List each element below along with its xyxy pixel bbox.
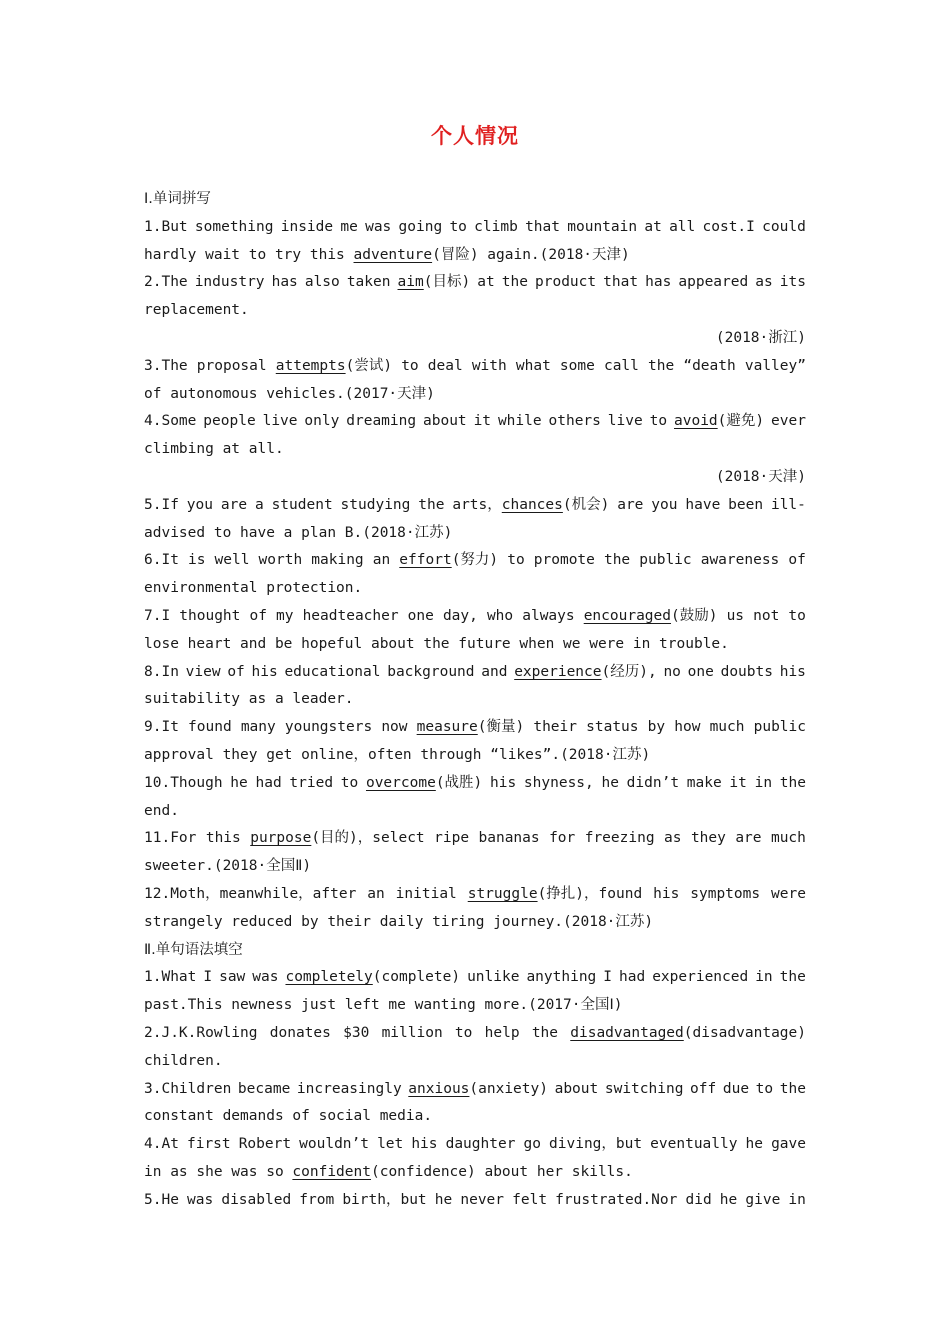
section-heading: Ⅱ.单句语法填空 (144, 941, 243, 958)
word: symptoms (690, 885, 761, 902)
word: never (460, 1191, 505, 1208)
word: tried (289, 774, 334, 791)
exercise-line (144, 575, 806, 603)
word: some (559, 357, 595, 374)
exercise-line (144, 1020, 806, 1048)
word: eventually (650, 1136, 738, 1153)
word: the (648, 357, 675, 374)
word: you (651, 496, 678, 513)
word: live (607, 413, 643, 430)
word: he (719, 1191, 738, 1208)
word: that (525, 218, 560, 235)
exercise-line (144, 853, 806, 881)
word: studying (340, 496, 411, 513)
answer-word-group: in (788, 1191, 806, 1208)
word: the (418, 496, 445, 513)
word: 10.Though (144, 774, 223, 791)
word: to (449, 218, 467, 235)
word: 1.What (144, 969, 197, 986)
word: also (304, 274, 340, 291)
word: public (753, 719, 806, 736)
word: from (299, 1191, 335, 1208)
exercise-line (144, 909, 806, 937)
word: product (535, 274, 597, 291)
word: disabled (221, 1191, 292, 1208)
word: $30 (343, 1024, 370, 1041)
exercise-line (144, 269, 806, 297)
word: youngsters (284, 719, 373, 736)
exercise-line (144, 1103, 806, 1131)
word: awareness (700, 552, 780, 569)
word: daughter (445, 1136, 516, 1153)
line-text: (冒险) again.(2018·天津) (432, 246, 630, 263)
word: at (477, 274, 495, 291)
exercise-line (144, 297, 806, 325)
answer-blank: effort (399, 552, 452, 569)
word: status (586, 719, 639, 736)
exercise-line (144, 408, 806, 436)
word: 7.I (144, 607, 171, 624)
word: a (254, 496, 264, 513)
exercise-line (144, 242, 806, 270)
exercise-line (144, 1159, 806, 1187)
line-text: constant demands of social media. (144, 1108, 433, 1125)
word: 4.At (144, 1136, 179, 1153)
word: in (755, 969, 773, 986)
word: has (271, 274, 298, 291)
word: day, (442, 607, 478, 624)
word: unlike (467, 969, 520, 986)
word: was (187, 1191, 214, 1208)
exercise-line (144, 547, 806, 575)
exercise-line (144, 436, 806, 464)
source-note: (2018·浙江) (715, 329, 806, 346)
word: birth，but (342, 1191, 427, 1208)
word: 8.In (144, 663, 179, 680)
word: been (728, 496, 764, 513)
answer-blank: chances (501, 496, 563, 513)
word: he (745, 1136, 764, 1153)
exercise-line (144, 742, 806, 770)
line-text: sweeter.(2018·全国Ⅱ) (144, 858, 312, 875)
word: with (471, 357, 507, 374)
document-body (144, 186, 806, 1214)
word: give (745, 1191, 781, 1208)
word: “death (683, 357, 736, 374)
word: is (188, 552, 206, 569)
word: proposal (196, 357, 267, 374)
word: go (523, 1136, 541, 1153)
word: deal (427, 357, 463, 374)
word: 2.J.K.Rowling (144, 1024, 258, 1041)
exercise-line (144, 214, 806, 242)
word: are (220, 496, 248, 513)
word: his (653, 885, 680, 902)
word: found (188, 719, 232, 736)
word: initial (395, 885, 457, 902)
answer-blank: anxious (408, 1080, 470, 1097)
word: he (230, 774, 248, 791)
exercise-line (144, 353, 806, 381)
word: by (647, 719, 666, 736)
word: donates (269, 1024, 331, 1041)
word: his (251, 663, 278, 680)
exercise-line (144, 992, 806, 1020)
word: cost.I (702, 218, 755, 235)
word: were (771, 885, 806, 902)
exercise-line (144, 714, 806, 742)
exercise-line (144, 1048, 806, 1076)
word: background (387, 663, 475, 680)
word: are (735, 830, 762, 847)
word: Robert (238, 1136, 292, 1153)
word: the (531, 1024, 559, 1041)
exercise-line (144, 1076, 806, 1104)
word: climb (474, 218, 518, 235)
line-text: (confidence) about her skills. (370, 1163, 633, 1180)
line-text: past.This newness just left me wanting more.(2017·全国Ⅰ) (144, 997, 623, 1014)
word: you (186, 496, 213, 513)
answer-word-group: arts，chances(机会) (452, 496, 610, 513)
word: many (240, 719, 276, 736)
word: 11.For (144, 830, 197, 847)
exercise-line (144, 492, 806, 520)
word: are (617, 496, 644, 513)
line-text: end. (144, 802, 179, 819)
word: of (227, 663, 245, 680)
word: anything (526, 969, 597, 986)
answer-word-group: could (762, 218, 806, 235)
word: promote (533, 552, 595, 569)
word: I (203, 969, 213, 986)
word: much (770, 830, 806, 847)
line-text: replacement. (144, 302, 249, 319)
answer-word-group: purpose(目的)，select (250, 830, 425, 847)
line-text: environmental protection. (144, 580, 363, 597)
word: his (779, 663, 806, 680)
word: the (603, 552, 631, 569)
word: valley” (744, 357, 806, 374)
word: view (185, 663, 221, 680)
word: was (365, 218, 392, 235)
word: to (340, 774, 359, 791)
exercise-line (144, 631, 806, 659)
word: had (255, 774, 282, 791)
exercise-line (144, 520, 806, 548)
line-text: lose heart and be hopeful about the future when we were in trouble. (144, 635, 729, 652)
word: increasingly (296, 1080, 402, 1097)
answer-word-group: effort(努力) (399, 552, 499, 569)
exercise-line (144, 603, 806, 631)
answer-word-group: overcome(战胜) (365, 774, 483, 791)
answer-word-group: anxious(anxiety) (408, 1080, 548, 1097)
answer-word-group: aim(目标) (397, 274, 471, 291)
exercise-line (144, 964, 806, 992)
word: had (619, 969, 646, 986)
word: experienced (652, 969, 749, 986)
answer-blank: attempts (275, 357, 346, 374)
line-text: of autonomous vehicles.(2017·天津) (144, 385, 435, 402)
word: to (507, 552, 525, 569)
word: public (639, 552, 692, 569)
word: 3.The (144, 357, 188, 374)
word: industry (194, 274, 265, 291)
answer-word-group: attempts(尝试) (275, 357, 393, 374)
answer-word-group: experience(经历), (514, 663, 657, 680)
word: didn’t (626, 774, 680, 791)
line-text: hardly wait to try this (144, 246, 354, 263)
word: to (788, 607, 806, 624)
exercise-line (144, 770, 806, 798)
word: headteacher (302, 607, 399, 624)
word: 12.Moth，meanwhile，after (144, 885, 357, 902)
word: million (381, 1024, 443, 1041)
word: who (486, 607, 514, 624)
line-text: in as she was so (144, 1163, 293, 1180)
word: off (690, 1080, 717, 1097)
word: was (252, 969, 279, 986)
word: their (533, 719, 577, 736)
word: to (454, 1024, 473, 1041)
word: student (271, 496, 333, 513)
word: felt (512, 1191, 548, 1208)
word: make (686, 774, 722, 791)
exercise-line (144, 825, 806, 853)
source-note: (2018·天津) (715, 468, 806, 485)
answer-word-group: struggle(挣扎)，found (467, 885, 643, 902)
word: the (779, 774, 806, 791)
word: worth (258, 552, 303, 569)
word: frustrated.Nor (555, 1191, 678, 1208)
word: ever (771, 413, 806, 430)
answer-blank: overcome (365, 774, 436, 791)
word: 9.It (144, 719, 179, 736)
section-heading: Ⅰ.单词拼写 (144, 191, 211, 207)
word: live (262, 413, 298, 430)
word: it (729, 774, 747, 791)
word: for (549, 830, 576, 847)
word: to (401, 357, 419, 374)
word: saw (219, 969, 246, 986)
word: the (779, 1080, 806, 1097)
word: doubts (720, 663, 773, 680)
answer-word-group: completely(complete) (285, 969, 461, 986)
word: to (755, 1080, 774, 1097)
exercise-line (144, 1131, 806, 1159)
word: only (304, 413, 340, 430)
word: I (603, 969, 613, 986)
word: the (501, 274, 528, 291)
word: his (411, 1136, 438, 1153)
word: 4.Some (144, 413, 197, 430)
word: well (214, 552, 250, 569)
word: shyness, (523, 774, 594, 791)
word: his (490, 774, 517, 791)
word: call (603, 357, 639, 374)
exercise-line (144, 1187, 806, 1215)
line-text: children. (144, 1052, 223, 1069)
word: as (664, 830, 682, 847)
line-text: suitability as a leader. (144, 691, 354, 708)
answer-blank: aim (397, 274, 424, 291)
word: as (755, 274, 773, 291)
word: did (685, 1191, 712, 1208)
answer-word-group: measure(衡量) (416, 719, 525, 736)
answer-blank: struggle (467, 885, 538, 902)
word: 1.But (144, 218, 188, 235)
word: me (340, 218, 358, 235)
word: one (687, 663, 714, 680)
word: about (423, 413, 467, 430)
answer-blank: avoid (674, 413, 718, 430)
word: ill- (770, 496, 806, 513)
line-text: climbing at all. (144, 441, 284, 458)
word: people (203, 413, 256, 430)
word: its (779, 274, 806, 291)
word: 5.He (144, 1191, 179, 1208)
answer-blank: encouraged (583, 607, 672, 624)
word: one (407, 607, 434, 624)
line-text: approval they get online，often through “likes”.(2018·江苏) (144, 746, 651, 763)
word: something (194, 218, 274, 235)
answer-word-group: avoid(避免) (674, 413, 765, 430)
answer-blank: experience (514, 663, 602, 680)
answer-blank: purpose (250, 830, 312, 847)
word: bananas (478, 830, 540, 847)
word: they (690, 830, 726, 847)
word: help (484, 1024, 520, 1041)
word: switching (604, 1080, 684, 1097)
word: he (434, 1191, 453, 1208)
word: 5.If (144, 496, 179, 513)
word: mountain (567, 218, 638, 235)
word: and (481, 663, 508, 680)
word: the (779, 969, 806, 986)
word: thought (179, 607, 241, 624)
word: no (663, 663, 681, 680)
word: in (754, 774, 773, 791)
word: 3.Children (144, 1080, 232, 1097)
line-text: advised to have a plan B.(2018·江苏) (144, 524, 453, 541)
word: dreaming (346, 413, 417, 430)
word: all (669, 218, 696, 235)
exercise-line (144, 798, 806, 826)
answer-blank: confident (292, 1163, 371, 1180)
word: at (644, 218, 662, 235)
word: first (186, 1136, 231, 1153)
word: inside (280, 218, 334, 235)
word: this (205, 830, 241, 847)
word: taken (346, 274, 391, 291)
word: making (311, 552, 364, 569)
word: diving，but (549, 1136, 643, 1153)
exercise-line (144, 381, 806, 409)
word: it (473, 413, 492, 430)
word: educational (284, 663, 381, 680)
word: let (377, 1136, 404, 1153)
word: how (674, 719, 701, 736)
word: now (381, 719, 408, 736)
word: an (372, 552, 391, 569)
answer-word-group: encouraged(鼓励) (583, 607, 718, 624)
word: an (367, 885, 385, 902)
answer-blank: measure (416, 719, 478, 736)
answer-word-group: gave (771, 1136, 806, 1153)
word: have (685, 496, 721, 513)
word: ripe (434, 830, 470, 847)
word: my (276, 607, 294, 624)
word: freezing (584, 830, 655, 847)
word: always (522, 607, 575, 624)
word: that (603, 274, 639, 291)
word: 2.The (144, 274, 188, 291)
answer-blank: disadvantaged (570, 1024, 684, 1041)
word: us (726, 607, 745, 624)
exercise-line (144, 659, 806, 687)
exercise-line (144, 881, 806, 909)
line-text: strangely reduced by their daily tiring journey.(2018·江苏) (144, 913, 654, 930)
answer-word-group: disadvantaged(disadvantage) (570, 1024, 806, 1041)
word: to (649, 413, 668, 430)
word: what (515, 357, 551, 374)
exercise-line (144, 686, 806, 714)
word: of (249, 607, 267, 624)
word: appeared (678, 274, 749, 291)
word: of (788, 552, 806, 569)
word: much (709, 719, 745, 736)
word: due (722, 1080, 750, 1097)
word: about (554, 1080, 599, 1097)
word: became (237, 1080, 291, 1097)
word: others (548, 413, 601, 430)
answer-blank: adventure (353, 246, 433, 263)
word: he (601, 774, 619, 791)
word: wouldn’t (299, 1136, 369, 1153)
answer-blank: completely (285, 969, 373, 986)
word: going (398, 218, 443, 235)
document-title: 个人情况 (431, 124, 519, 148)
word: not (753, 607, 780, 624)
word: has (645, 274, 672, 291)
word: while (497, 413, 542, 430)
word: 6.It (144, 552, 179, 569)
